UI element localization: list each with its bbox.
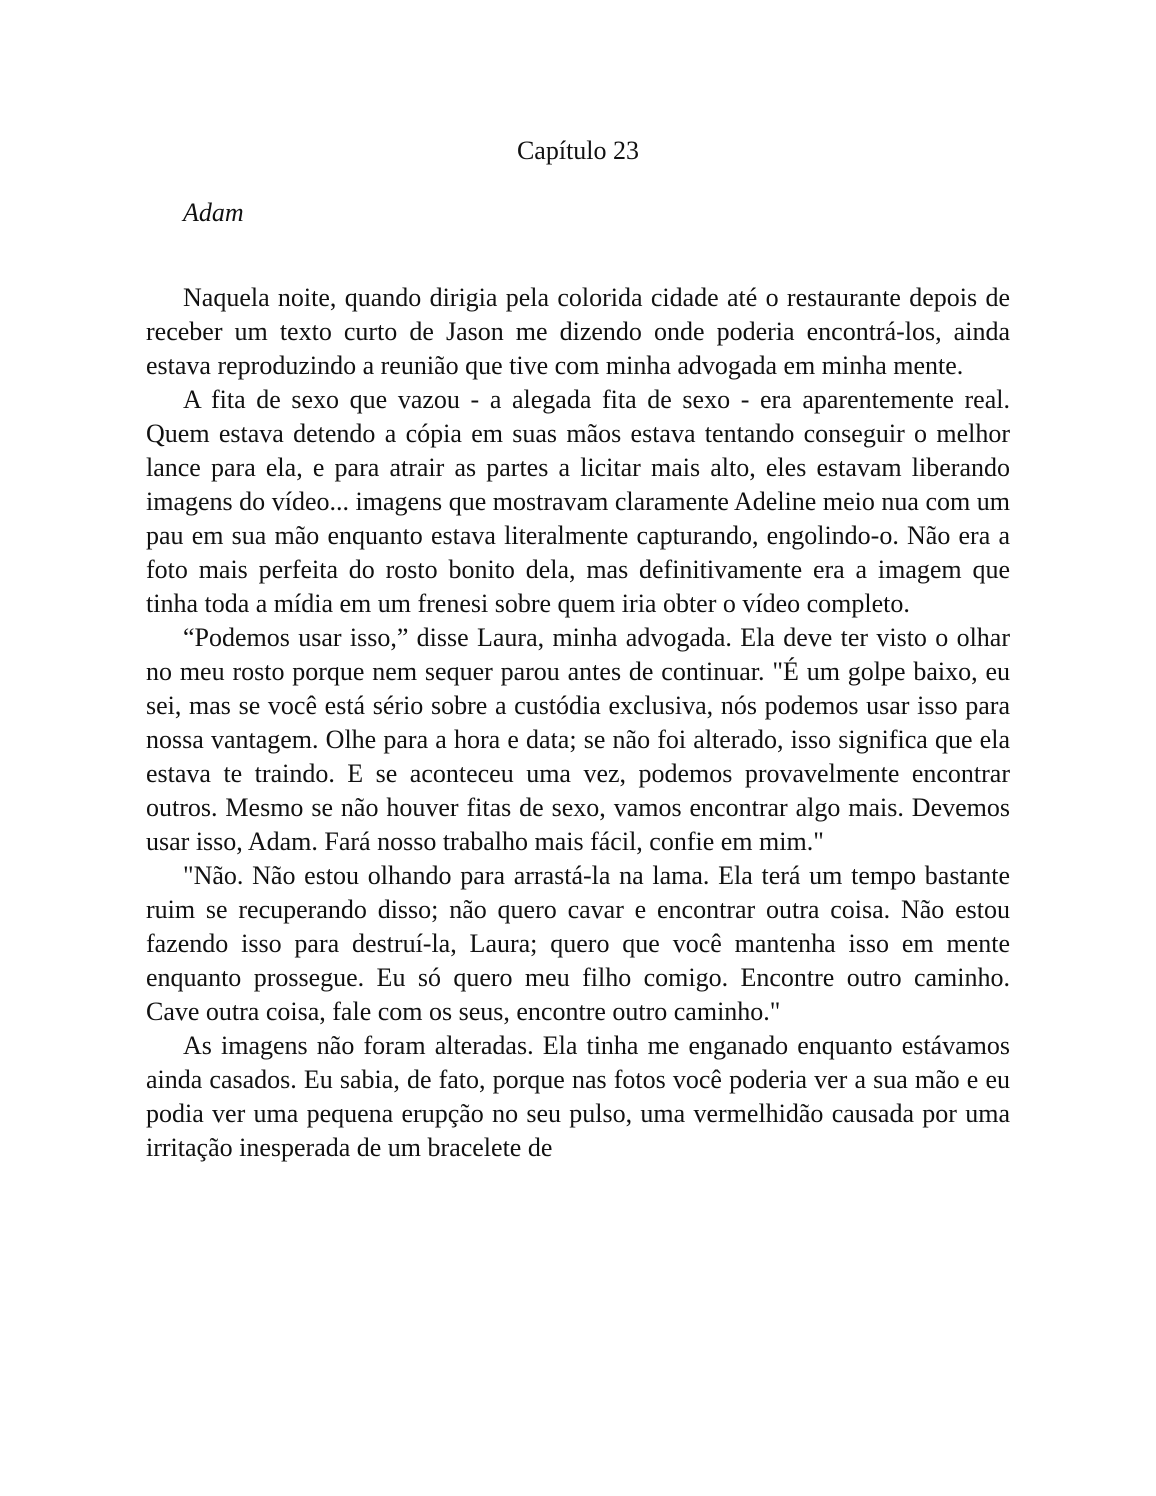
pov-character-name: Adam [183,198,244,227]
paragraph: "Não. Não estou olhando para arrastá-la na lama. Ela terá um tempo bastante ruim se recuperando disso; não quero cavar e encontrar outra coisa. Não estou fazendo isso para destruí-la, Laura; quero que você mantenha isso em mente enquanto prossegue. Eu só quero meu filho comigo. Encontre outro caminho. Cave outra coisa, fale com os seus, encontre outro caminho." [146,861,1010,1026]
paragraph: Naquela noite, quando dirigia pela colorida cidade até o restaurante depois de receber um texto curto de Jason me dizendo onde poderia encontrá-los, ainda estava reproduzindo a reunião que tive com minha advogada em minha mente. [146,283,1010,380]
paragraph: As imagens não foram alteradas. Ela tinha me enganado enquanto estávamos ainda casados. Eu sabia, de fato, porque nas fotos você poderia ver a sua mão e eu podia ver uma pequena erupção no seu pulso, uma vermelhidão causada por uma irritação inesperada de um bracelete de [146,1031,1010,1162]
chapter-title: Capítulo 23 [516,136,640,165]
chapter-body [146,281,1010,1165]
paragraph: “Podemos usar isso,” disse Laura, minha advogada. Ela deve ter visto o olhar no meu rosto porque nem sequer parou antes de continuar. "É um golpe baixo, eu sei, mas se você está sério sobre a custódia exclusiva, nós podemos usar isso para nossa vantagem. Olhe para a hora e data; se não foi alterado, isso significa que ela estava te traindo. E se aconteceu uma vez, podemos provavelmente encontrar outros. Mesmo se não houver fitas de sexo, vamos encontrar algo mais. Devemos usar isso, Adam. Fará nosso trabalho mais fácil, confie em mim." [146,623,1010,856]
paragraph: A fita de sexo que vazou - a alegada fita de sexo - era aparentemente real. Quem estava detendo a cópia em suas mãos estava tentando conseguir o melhor lance para ela, e para atrair as partes a licitar mais alto, eles estavam liberando imagens do vídeo... imagens que mostravam claramente Adeline meio nua com um pau em sua mão enquanto estava literalmente capturando, engolindo-o. Não era a foto mais perfeita do rosto bonito dela, mas definitivamente era a imagem que tinha toda a mídia em um frenesi sobre quem iria obter o vídeo completo. [146,385,1010,618]
